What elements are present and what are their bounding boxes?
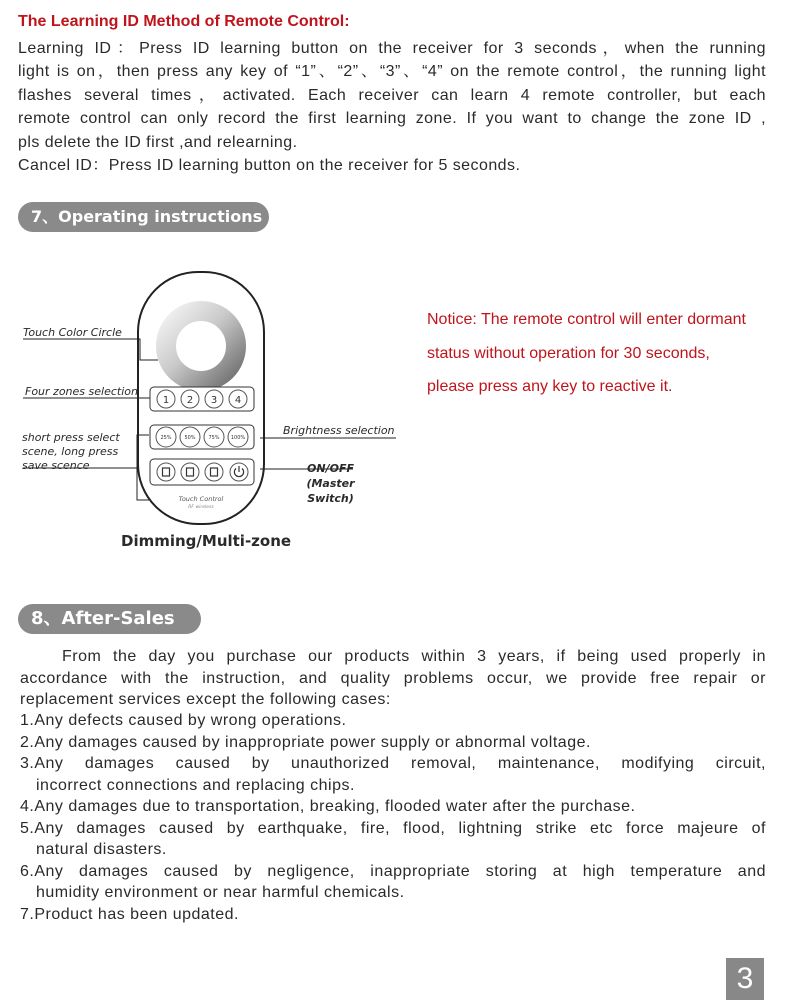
list-item-1: 1.Any defects caused by wrong operations. [20,712,347,729]
intro-line-1: From the day you purchase our products within 3 years, if being used properly in [62,648,766,665]
label-on-off: ON/OFF (Master Switch) [306,462,355,505]
brightness-75-button: 75% [208,435,220,441]
section-8-heading: 8、After-Sales [18,604,201,634]
label-scene: short press select scene, long press save scence [22,431,120,472]
notice-line-3: please press any key to reactive it. [427,378,673,395]
notice-line-2: status without operation for 30 seconds, [427,344,710,362]
list-item-6-cont: humidity environment or near harmful chemicals. [36,884,405,901]
list-item-5: 5.Any damages caused by earthquake, fire, flood, lightning strike etc force majeure of [20,819,766,837]
zone-button-4: 4 [234,395,242,406]
learning-line-1: Learning ID：Press ID learning button on the receiver for 3 seconds，when the running [18,40,766,57]
label-four-zones: Four zones selection [25,385,138,398]
intro-line-2: accordance with the instruction, and quality problems occur, we provide free repair or [20,669,766,687]
list-item-3: 3.Any damages caused by unauthorized removal, maintenance, modifying circuit, [20,755,766,772]
intro-line-3: replacement services except the following cases: [20,691,391,708]
dormant-notice [427,303,787,404]
learning-line-4: remote control can only record the first learning zone. If you want to change the zone ID , [18,110,766,128]
brightness-50-button: 50% [184,435,196,441]
learning-line-2: light is on，then press any key of “1”、“2”、“3”、“4” on the remote control，the running light [18,63,766,81]
zone-button-2: 2 [186,395,194,406]
list-item-2: 2.Any damages caused by inappropriate power supply or abnormal voltage. [20,733,591,751]
cancel-id-line: Cancel ID：Press ID learning button on the receiver for 5 seconds. [18,157,521,175]
section-7-heading: 7、Operating instructions [18,202,269,232]
label-brightness: Brightness selection [283,424,395,437]
learning-id-title: The Learning ID Method of Remote Control: [18,13,350,30]
list-item-5-cont: natural disasters. [36,841,167,858]
remote-brand-text: Touch Control [178,495,224,503]
notice-line-1: Notice: The remote control will enter dormant [427,311,746,328]
remote-brand-subtext: RF wireless [188,505,214,510]
page-number: 3 [726,958,764,1000]
label-touch-color-circle: Touch Color Circle [23,326,122,339]
list-item-6: 6.Any damages caused by negligence, inappropriate storing at high temperature and [20,862,766,880]
learning-id-text [18,37,766,177]
list-item-4: 4.Any damages due to transportation, breaking, flooded water after the purchase. [20,798,636,815]
after-sales-list [20,710,766,925]
diagram-caption: Dimming/Multi-zone [121,532,292,550]
list-item-7: 7.Product has been updated. [20,905,239,923]
zone-button-3: 3 [210,395,218,406]
after-sales-intro [20,646,766,711]
learning-line-3: flashes several times，activated. Each receiver can learn 4 remote controller, but each [18,86,766,104]
brightness-25-button: 25% [160,435,172,441]
zone-button-1: 1 [162,395,170,406]
list-item-3-cont: incorrect connections and replacing chips. [36,776,355,794]
learning-line-5: pls delete the ID first ,and relearning. [18,133,298,151]
brightness-100-button: 100% [230,435,246,441]
